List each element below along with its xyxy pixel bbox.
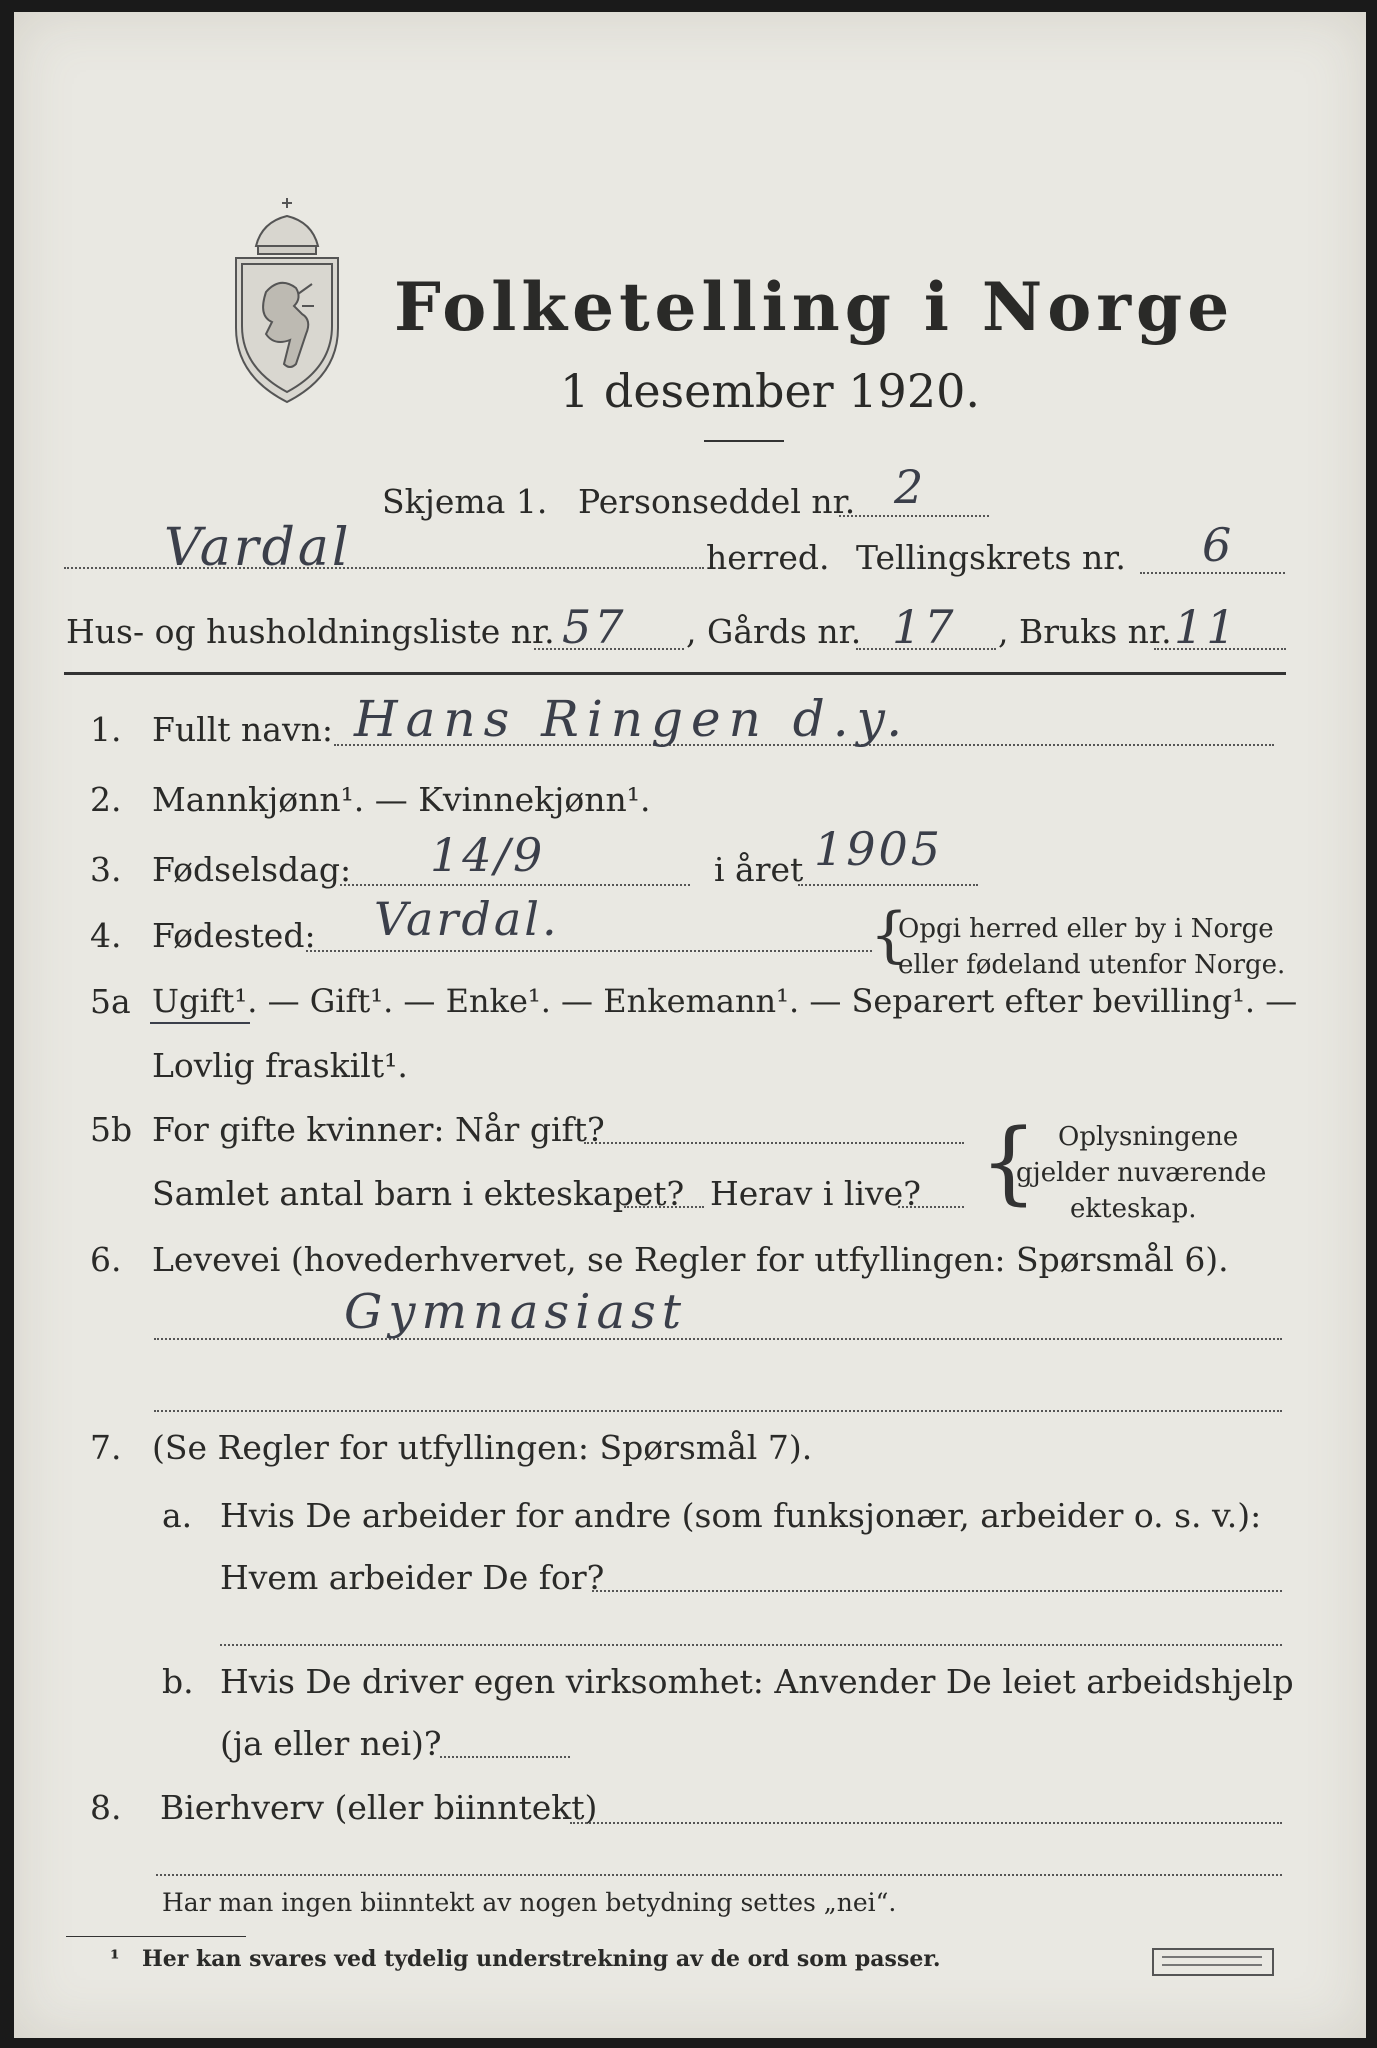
- q7b-label: Hvis De driver egen virksomhet: Anvender De leiet arbeidshjelp: [220, 1662, 1294, 1701]
- q7b-label-2: (ja eller nei)?: [220, 1724, 442, 1763]
- tellingskrets-label: Tellingskrets nr.: [856, 538, 1126, 577]
- census-date: 1 desember 1920.: [560, 364, 980, 418]
- q4-birthplace-value[interactable]: Vardal.: [374, 892, 560, 946]
- q5b-married-line: [584, 1142, 964, 1144]
- biinntekt-note: Har man ingen biinntekt av nogen betydning settes „nei“.: [162, 1888, 897, 1917]
- q5a-number: 5a: [90, 982, 131, 1021]
- q5b-label: For gifte kvinner: Når gift?: [152, 1110, 605, 1149]
- header-separator: [64, 672, 1286, 675]
- q8-line-2: [156, 1874, 1282, 1876]
- q2-number: 2.: [90, 780, 122, 819]
- herred-label: herred.: [706, 538, 830, 577]
- q5b-note-2: gjelder nuværende: [1016, 1158, 1267, 1188]
- q8-label: Bierhverv (eller biinntekt): [160, 1788, 598, 1827]
- q6-line-1: [154, 1338, 1282, 1340]
- q5b-label-2: Samlet antal barn i ekteskapet?: [152, 1174, 685, 1213]
- q7a-letter: a.: [162, 1496, 193, 1535]
- q7-label: (Se Regler for utfyllingen: Spørsmål 7).: [152, 1428, 813, 1467]
- q4-note-2: eller fødeland utenfor Norge.: [898, 950, 1286, 980]
- printer-stamp: [1152, 1948, 1274, 1976]
- personseddel-line: [839, 515, 989, 517]
- bruks-value[interactable]: 11: [1174, 600, 1239, 654]
- q6-number: 6.: [90, 1240, 122, 1279]
- tellingskrets-line: [1140, 572, 1285, 574]
- q3-number: 3.: [90, 850, 122, 889]
- footnote-marker: ¹: [110, 1946, 120, 1972]
- herred-value[interactable]: Vardal: [164, 518, 352, 578]
- q1-number: 1.: [90, 710, 122, 749]
- q4-line: [306, 950, 872, 952]
- footnote-text: Her kan svares ved tydelig understrekning av de ord som passer.: [142, 1946, 941, 1972]
- q3-label: Fødselsdag:: [152, 850, 352, 889]
- q5b-children-line: [624, 1206, 704, 1208]
- q3-birthday-value[interactable]: 14/9: [430, 828, 546, 882]
- q8-line-1: [570, 1822, 1282, 1824]
- personseddel-label: Personseddel nr.: [578, 482, 856, 521]
- q7b-letter: b.: [162, 1662, 194, 1701]
- q5b-number: 5b: [90, 1110, 133, 1149]
- q3-year-line: [798, 884, 978, 886]
- hus-label: Hus- og husholdningsliste nr.: [66, 612, 555, 651]
- skjema-label: Skjema 1.: [382, 482, 548, 521]
- q4-note-1: Opgi herred eller by i Norge: [898, 914, 1274, 944]
- q7a-label-2: Hvem arbeider De for?: [220, 1558, 605, 1597]
- q4-label: Fødested:: [152, 916, 316, 955]
- hus-value[interactable]: 57: [562, 600, 627, 654]
- q5b-alive-line: [898, 1206, 964, 1208]
- q8-number: 8.: [90, 1788, 122, 1827]
- q6-label: Levevei (hovederhvervet, se Regler for utfyllingen: Spørsmål 6).: [152, 1240, 1229, 1279]
- q2-label: Mannkjønn¹. — Kvinnekjønn¹.: [152, 780, 651, 819]
- gards-label: , Gårds nr.: [686, 612, 862, 651]
- q5b-note-3: ekteskap.: [1070, 1194, 1197, 1224]
- q7-number: 7.: [90, 1428, 122, 1467]
- bruks-label: , Bruks nr.: [998, 612, 1172, 651]
- q5b-note-1: Oplysningene: [1058, 1122, 1239, 1152]
- q7a-line-1: [592, 1590, 1282, 1592]
- q1-label: Fullt navn:: [152, 710, 333, 749]
- q3-line: [340, 884, 690, 886]
- herred-line: [64, 567, 704, 569]
- q5a-label: Ugift¹. — Gift¹. — Enke¹. — Enkemann¹. — Separert efter bevilling¹. —: [152, 982, 1298, 1020]
- norway-lion-coat-of-arms-icon: [228, 194, 346, 406]
- q7b-line: [440, 1756, 570, 1758]
- gards-value[interactable]: 17: [892, 600, 957, 654]
- q7a-line-2: [220, 1644, 1282, 1646]
- footnote-rule: [66, 1936, 246, 1937]
- q5a-ugift-underline: [150, 1022, 250, 1024]
- q3-year-value[interactable]: 1905: [814, 822, 944, 876]
- form-title: Folketelling i Norge: [394, 268, 1235, 346]
- title-divider: [704, 440, 784, 442]
- q5b-brace: {: [980, 1110, 1038, 1215]
- q6-line-2: [154, 1410, 1282, 1412]
- q6-occupation-value[interactable]: Gymnasiast: [344, 1284, 688, 1340]
- q4-number: 4.: [90, 916, 122, 955]
- census-form-page: [14, 12, 1366, 2038]
- q3-year-label: i året: [714, 850, 804, 889]
- personseddel-value[interactable]: 2: [894, 460, 927, 514]
- q5a-label-2: Lovlig fraskilt¹.: [152, 1046, 408, 1085]
- q7a-label: Hvis De arbeider for andre (som funksjonær, arbeider o. s. v.):: [220, 1496, 1262, 1535]
- q1-full-name-value[interactable]: Hans Ringen d.y.: [354, 690, 911, 748]
- q4-brace: {: [870, 900, 909, 970]
- tellingskrets-value[interactable]: 6: [1202, 518, 1235, 572]
- q5b-label-3: Herav i live?: [710, 1174, 921, 1213]
